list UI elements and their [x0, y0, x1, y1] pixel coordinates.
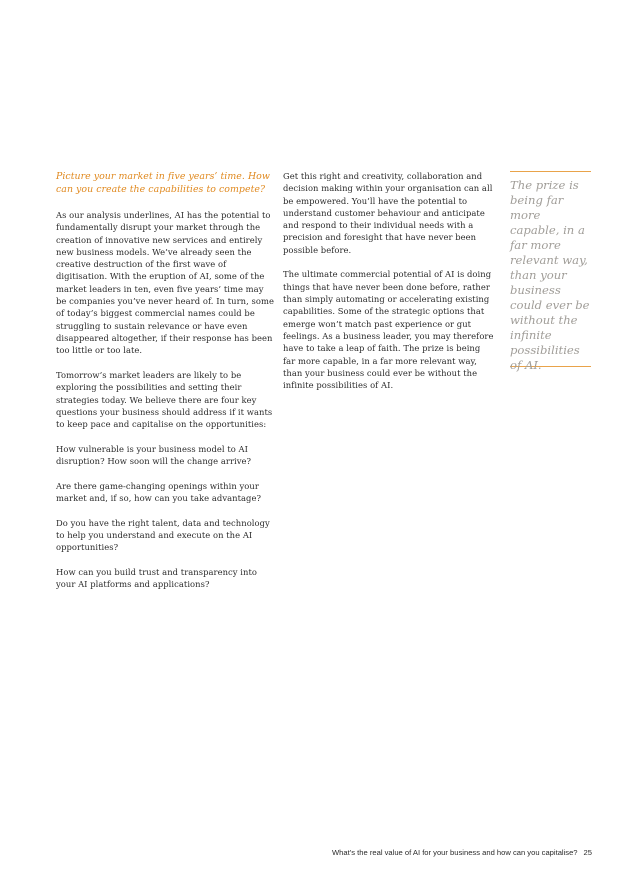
body-paragraph: Get this right and creativity, collaboration and decision making within your organisation can all be empowered. You’ll have the potential to understand customer behaviour and anticipate and respond to their individual needs with a precision and foresight that have never been possible before. [283, 171, 493, 255]
key-question: How vulnerable is your business model to AI disruption? How soon will the change arrive? [56, 443, 252, 467]
section-heading: Picture your market in five years’ time. How can you create the capabilities to compete? [56, 171, 270, 195]
key-question: Are there game-changing openings within your market and, if so, how can you take advantage? [56, 480, 262, 504]
body-paragraph: Tomorrow’s market leaders are likely to be exploring the possibilities and setting their strategies today. We believe there are four key questions your business should address if it wants to keep pace and capitalise on the opportunities: [56, 369, 273, 430]
body-paragraph: As our analysis underlines, AI has the potential to fundamentally disrupt your market through the creation of innovative new services and entirely new business models. We’ve already seen the creative destruction of the first wave of digitisation. With the eruption of AI, some of the market leaders in ten, even five years’ time may be companies you’ve never heard of. In turn, some of today’s biggest commercial names could be struggling to sustain relevance or have even disappeared altogether, if their response has been too little or too late. [56, 210, 274, 356]
key-question: Do you have the right talent, data and technology to help you understand and execute on the AI opportunities? [56, 517, 270, 553]
left-column [56, 170, 274, 603]
key-question: How can you build trust and transparency into your AI platforms and applications? [56, 567, 257, 590]
pull-quote-text: The prize is being far more capable, in a far more relevant way, than your business could ever be without the infinite possibilities of AI. [510, 178, 590, 372]
pull-quote [510, 171, 591, 372]
page-number: 25 [583, 848, 592, 857]
footer-title: What’s the real value of AI for your business and how can you capitalise? [332, 848, 578, 857]
body-paragraph: The ultimate commercial potential of AI is doing things that have never been done before, rather than simply automating or accelerating existing capabilities. Some of the strategic options that emerge won’t match past experience or gut feelings. As a business leader, you may therefore have to take a leap of faith. The prize is being far more capable, in a far more relevant way, than your business could ever be without the infinite possibilities of AI. [283, 269, 494, 391]
page-footer [332, 848, 592, 857]
middle-column [283, 170, 495, 404]
